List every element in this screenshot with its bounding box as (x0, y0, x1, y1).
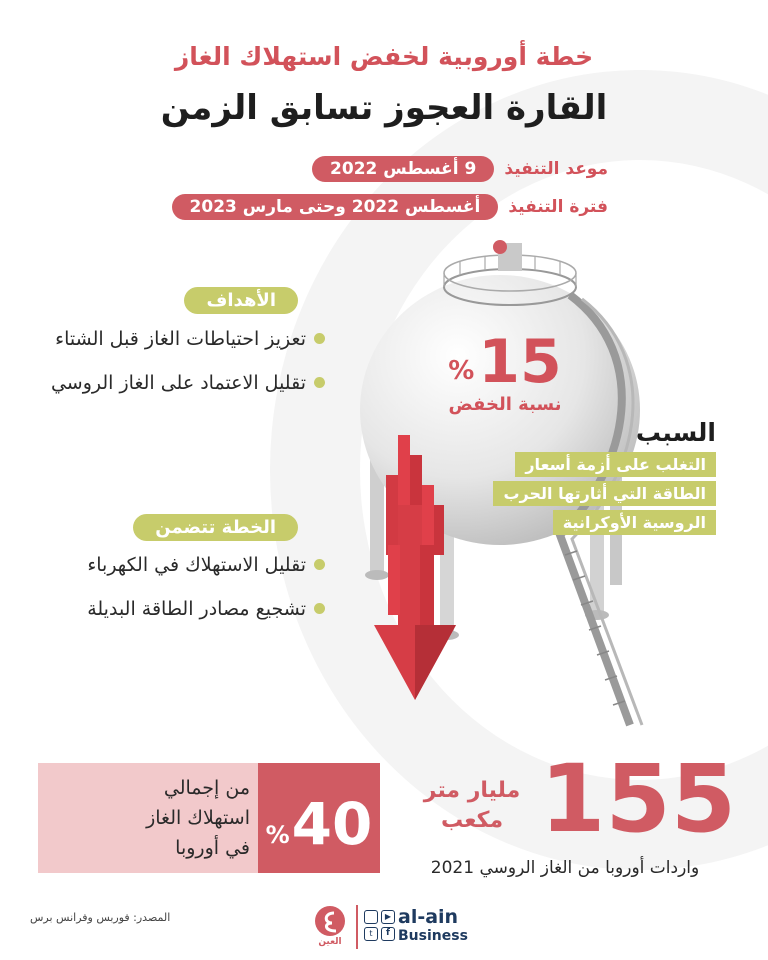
period-row (172, 194, 608, 220)
reason-line: التغلب على أزمة أسعار (515, 452, 716, 477)
reason-line: الطاقة التي أثارتها الحرب (493, 481, 716, 506)
share-text-line: استهلاك الغاز (146, 807, 250, 829)
al-ain-logo (310, 903, 350, 947)
page-title: القارة العجوز تسابق الزمن (160, 88, 608, 128)
goal-text: تقليل الاعتماد على الغاز الروسي (50, 372, 306, 394)
goals-title: الأهداف (184, 287, 298, 314)
brand-section: Business (398, 928, 468, 944)
page-subtitle: خطة أوروبية لخفض استهلاك الغاز (174, 42, 594, 71)
goals-section (184, 287, 298, 314)
period-label: فترة التنفيذ (508, 197, 608, 217)
goal-text: تعزيز احتياطات الغاز قبل الشتاء (55, 328, 306, 350)
plan-title: الخطة تتضمن (133, 514, 298, 541)
instagram-icon[interactable] (364, 910, 378, 924)
bullet-icon (314, 333, 325, 344)
plan-item (45, 592, 325, 626)
twitter-icon[interactable]: t (364, 927, 378, 941)
goal-item (45, 366, 325, 400)
imports-unit (410, 776, 534, 836)
reduction-label: نسبة الخفض (448, 394, 562, 415)
bullet-icon (314, 559, 325, 570)
imports-unit-line: مكعب (440, 808, 504, 833)
goals-list (45, 322, 325, 400)
start-date-value: 9 أغسطس 2022 (312, 156, 494, 182)
plan-list (45, 548, 325, 626)
share-unit: % (265, 821, 290, 849)
share-box (38, 763, 380, 873)
imports-caption: واردات أوروبا من الغاز الروسي 2021 (430, 858, 700, 878)
start-date-row (312, 156, 608, 182)
plan-item (45, 548, 325, 582)
imports-value: 155 (540, 745, 737, 854)
start-date-label: موعد التنفيذ (504, 159, 608, 179)
period-value: أغسطس 2022 وحتى مارس 2023 (172, 194, 499, 220)
plan-section (133, 514, 298, 541)
share-text-line: في أوروبا (175, 837, 250, 859)
logo-text-ar: العين (318, 937, 342, 947)
share-text-line: من إجمالي (163, 777, 250, 799)
reason-list (493, 452, 716, 535)
plan-text: تشجيع مصادر الطاقة البديلة (87, 598, 306, 620)
facebook-icon[interactable]: f (381, 927, 395, 941)
youtube-icon[interactable]: ▶ (381, 910, 395, 924)
imports-unit-line: مليار متر (423, 778, 521, 803)
share-value-panel (258, 763, 380, 873)
reason-line: الروسية الأوكرانية (553, 510, 716, 535)
bullet-icon (314, 603, 325, 614)
reason-title: السبب (635, 418, 716, 447)
source-note: المصدر: فوربس وفرانس برس (30, 911, 171, 924)
social-icons (364, 910, 395, 941)
share-text (50, 773, 250, 863)
footer-divider (356, 905, 358, 949)
decline-arrow-icon (370, 435, 460, 705)
reduction-value: 15 (478, 327, 562, 397)
share-value: 40 (291, 790, 373, 858)
brand-name: al-ain (398, 906, 459, 928)
bullet-icon (314, 377, 325, 388)
goal-item (45, 322, 325, 356)
plan-text: تقليل الاستهلاك في الكهرباء (87, 554, 306, 576)
reduction-stat (440, 327, 570, 415)
reduction-unit: % (448, 356, 475, 386)
